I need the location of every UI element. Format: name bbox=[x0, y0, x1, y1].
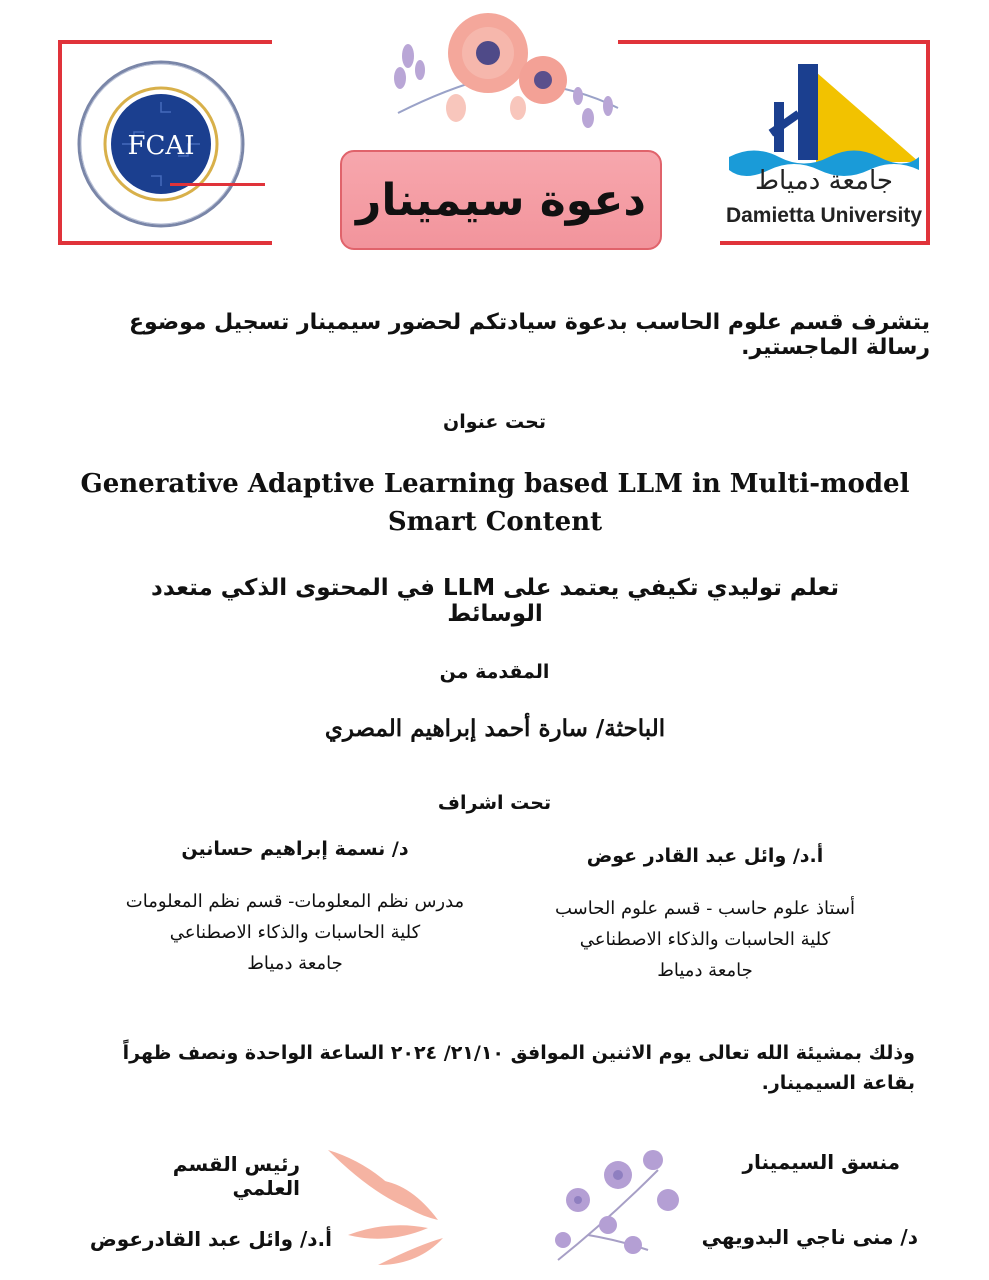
flower-decoration-icon bbox=[378, 8, 628, 148]
coordinator-name: د/ منى ناجي البدويهي bbox=[701, 1225, 918, 1249]
supervisor-line: كلية الحاسبات والذكاء الاصطناعي bbox=[169, 922, 421, 943]
supervisor-line: جامعة دمياط bbox=[657, 960, 753, 981]
supervisor-1 bbox=[540, 845, 870, 986]
supervisor-2 bbox=[110, 838, 480, 979]
under-title-label: تحت عنوان bbox=[443, 411, 546, 433]
thesis-title-en: Generative Adaptive Learning based LLM in Multi-model Smart Content bbox=[80, 469, 910, 537]
researcher-name: الباحثة/ سارة أحمد إبراهيم المصري bbox=[324, 715, 666, 742]
presented-by-label: المقدمة من bbox=[439, 661, 550, 683]
date-text: وذلك بمشيئة الله تعالى يوم الاثنين الموافق ٢١/١٠/ ٢٠٢٤ الساعة الواحدة ونصف ظهراً بقاعة السيمينار. bbox=[122, 1042, 915, 1094]
supervision-label: تحت اشراف bbox=[437, 792, 552, 814]
frame-stub bbox=[170, 183, 265, 186]
frame-bottom-right bbox=[720, 241, 930, 245]
thesis-title-ar: تعلم توليدي تكيفي يعتمد على LLM في المحتوى الذكي متعدد الوسائط bbox=[151, 575, 839, 627]
supervisor-name: أ.د/ وائل عبد القادر عوض bbox=[586, 845, 824, 867]
supervisor-line: جامعة دمياط bbox=[247, 953, 343, 974]
supervisor-name: د/ نسمة إبراهيم حسانين bbox=[181, 838, 409, 860]
supervisor-line: أستاذ علوم حاسب - قسم علوم الحاسب bbox=[554, 898, 856, 919]
damietta-english-name: Damietta University bbox=[725, 204, 923, 227]
bottom-flower-decoration-icon bbox=[318, 1140, 698, 1275]
department-head-name: أ.د/ وائل عبد القادرعوض bbox=[89, 1227, 332, 1251]
supervisor-line: مدرس نظم المعلومات- قسم نظم المعلومات bbox=[125, 891, 465, 912]
frame-top-right bbox=[618, 40, 930, 44]
department-head-title: رئيس القسم العلمي bbox=[172, 1152, 300, 1200]
intro-text: يتشرف قسم علوم الحاسب بدعوة سيادتكم لحضور سيمينار تسجيل موضوع رسالة الماجستير. bbox=[129, 310, 930, 360]
supervisor-line: كلية الحاسبات والذكاء الاصطناعي bbox=[579, 929, 831, 950]
invitation-title: دعوة سيمينار bbox=[340, 150, 662, 250]
fcai-text: FCAI bbox=[127, 131, 195, 161]
coordinator-title: منسق السيمينار bbox=[742, 1150, 900, 1174]
fcai-seal-icon bbox=[62, 44, 262, 244]
damietta-arabic-name: جامعة دمياط bbox=[755, 166, 893, 196]
frame-right bbox=[926, 40, 930, 245]
